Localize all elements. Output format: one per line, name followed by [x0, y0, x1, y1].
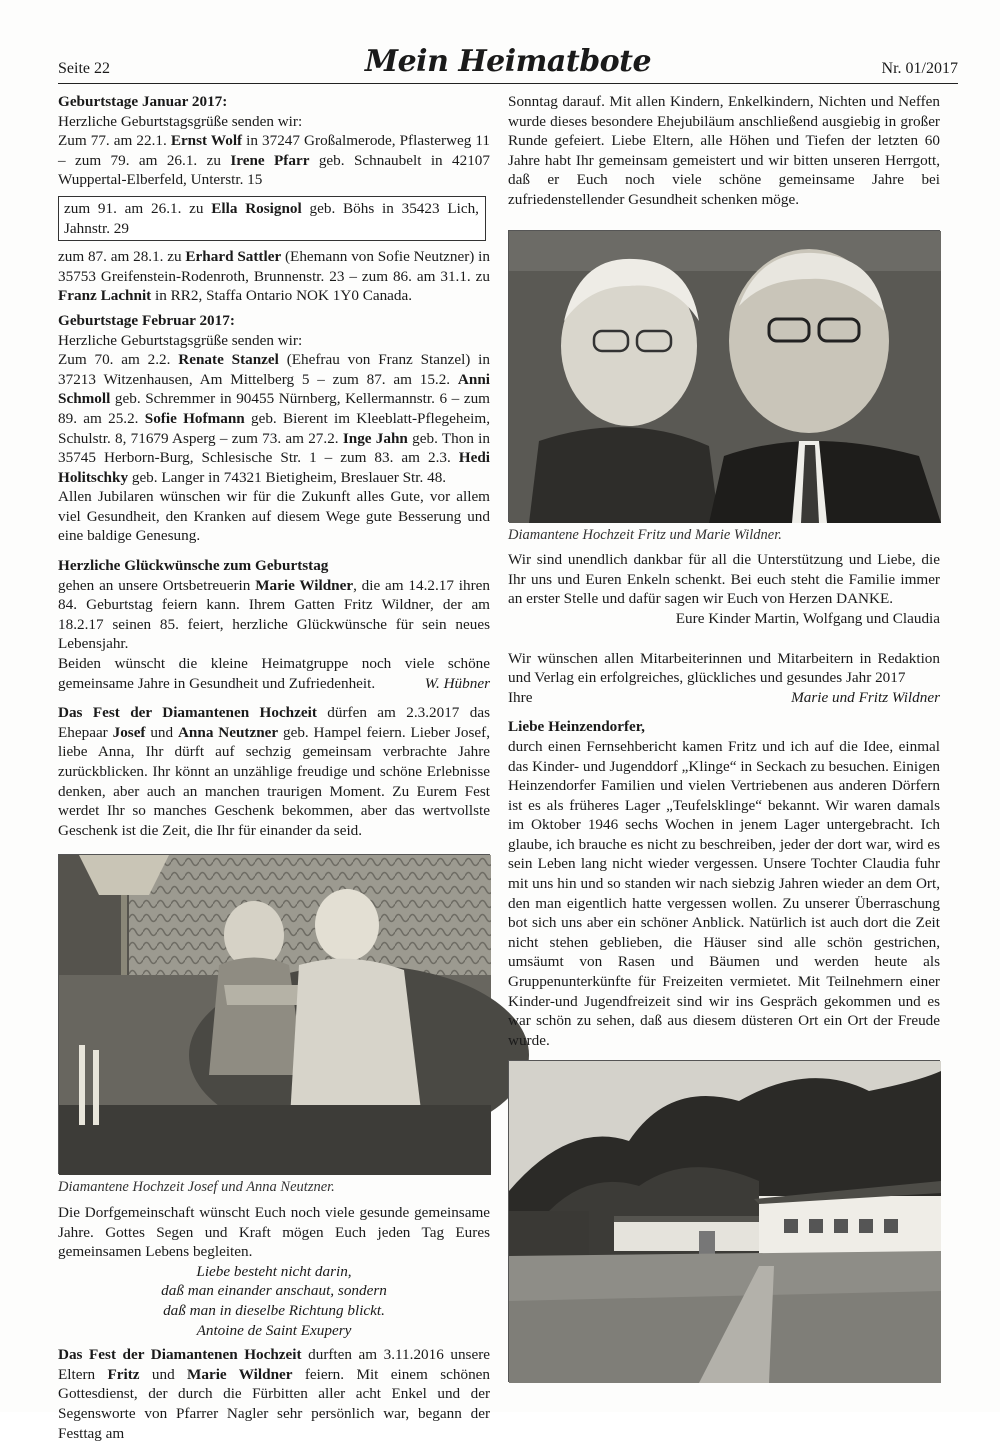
heinzendorfer-text: durch einen Fernsehbericht kamen Fritz und ich auf die Idee, einmal das Kinder- und Jugenddorf „Klinge“ in Seckach zu besuchen. Einigen Heinzendorfer Familien und vielen Vertriebenen aus anderen Dörfern ist es als früheres Lager „Teufelsklinge“ bekannt. Wir waren damals im Oktober 1946 sechs Wochen in jenem Lager untergebracht. Ich glaube, ich brauche es nicht zu beschreiben, jeder der dort war, wird es sein Leben lang nicht wieder vergessen. Unsere Tochter Claudia fuhr mit uns hin und so standen wir nach siebzig Jahren wieder an dem Ort, den man eigentlich hatte vergessen wollen. Zu unserer Überraschung bot sich uns aber ein schöner Anblick. Natürlich ist auch dort die Zeit nicht stehen geblieben, die Häuser sind alle schön gestrichen, umsäumt von Rasen und Bäumen und werden heute als Gruppenunterkünfte für Freizeiten vermietet. Mit Teilnehmern einer Kinder-und Jugendfreizeit sind wir ins Gespräch gekommen und es war schön zu sehen, daß aus diesem düsteren Ort ein Ort der Freude wurde. [508, 737, 940, 1049]
staff-wishes-signature-row [508, 688, 940, 708]
staff-wishes-signature: Marie und Fritz Wildner [791, 688, 940, 706]
january-heading: Geburtstage Januar 2017: [58, 93, 228, 110]
photo-neutzner [58, 854, 490, 1174]
heinzendorfer-heading: Liebe Heinzendorfer, [508, 718, 645, 736]
january-list-continued: zum 87. am 28.1. zu Erhard Sattler (Ehemann von Sofie Neutzner) in 35753 Greifenstein-Rodenroth, Brunnenstr. 23 – zum 86. am 31.1. zu Franz Lachnit in RR2, Staffa Ontario NOK 1Y0 Canada. [58, 248, 490, 305]
photo-wildner [508, 230, 940, 522]
left-column [58, 92, 490, 1443]
february-heading: Geburtstage Februar 2017: [58, 311, 235, 329]
boxed-birthday: zum 91. am 26.1. zu Ella Rosignol geb. Böhs in 35423 Lich, Jahnstr. 29 [58, 196, 486, 241]
february-list: Zum 70. am 2.2. Renate Stanzel (Ehefrau von Franz Stanzel) in 37213 Witzenhausen, Am Mittelberg 5 – zum 87. am 15.2. Anni Schmoll geb. Schremmer in 90455 Nürnberg, Kellermannstr. 6 – zum 89. am 25.2. Sofie Hofmann geb. Bierent im Kleeblatt-Pflegeheim, Schulstr. 8, 71679 Asperg – zum 73. am 27.2. Inge Jahn geb. Thon in 35745 Herborn-Burg, Schlesische Str. 1 – zum 83. am 2.3. Hedi Holitschky geb. Langer in 74321 Bietigheim, Breslauer Str. 48. [58, 351, 490, 486]
february-wishes: Allen Jubilaren wünschen wir für die Zukunft alles Gute, vor allem viel Gesundheit, den Kranken auf diesem Wege gute Besserung und eine baldige Genesung. [58, 488, 490, 545]
couple-photo-illustration [59, 855, 491, 1175]
poem-line: daß man einander anschaut, sondern [161, 1282, 387, 1300]
page-number: Seite 22 [58, 60, 110, 77]
poem-line: Liebe besteht nicht darin, [196, 1262, 352, 1280]
staff-wishes-ihre: Ihre [508, 688, 533, 706]
village-wishes: Die Dorfgemeinschaft wünscht Euch noch viele gesunde gemeinsame Jahre. Gottes Segen und Kraft mögen Euch jeden Tag Eures gemeinsamen Lebens begleiten. [58, 1203, 490, 1261]
photo-wildner-caption: Diamantene Hochzeit Fritz und Marie Wildner. [508, 526, 782, 543]
staff-wishes: Wir wünschen allen Mitarbeiterinnen und Mitarbeitern in Redaktion und Verlag ein erfolgreiches, glückliches und gesundes Jahr 2017 [508, 649, 940, 687]
diamond-wedding-neutzner: Das Fest der Diamantenen Hochzeit dürfen am 2.3.2017 das Ehepaar Josef und Anna Neutzner geb. Hampel feiern. Lieber Josef, liebe Anna, Ihr dürft auf sechzig gemeinsam verbrachte Jahre zurückblicken. Ihr könnt an unzählige freudige und schöne Erlebnisse denken, aber auch an manchen traurigen Moment. Zu Eurem Fest werdet Ihr so manches Geschenk bekommen, aber das wertvollste Geschenk ist die Zeit, die Ihr für einander da seid. [58, 704, 491, 839]
photo-klinge [508, 1060, 940, 1382]
page-header [58, 44, 958, 84]
greetings-signature: W. Hübner [424, 674, 490, 692]
thanks-text: Wir sind unendlich dankbar für all die Unterstützung und Liebe, die Ihr uns und Euren Enkeln schenkt. Bei euch steht die Familie immer an erster Stelle und dafür sagen wir Euch von Herzen DANKE. [508, 551, 940, 608]
poem-line: daß man in dieselbe Richtung blickt. [163, 1301, 385, 1319]
greetings-heading: Herzliche Glückwünsche zum Geburtstag [58, 557, 329, 575]
photo-neutzner-caption: Diamantene Hochzeit Josef und Anna Neutzner. [58, 1179, 335, 1196]
landscape-illustration [509, 1061, 941, 1383]
portrait-illustration [509, 231, 941, 523]
poem-author: Antoine de Saint Exupery [196, 1321, 352, 1339]
greetings-text: gehen an unsere Ortsbetreuerin Marie Wildner, die am 14.2.17 ihren 84. Geburtstag feiern kann. Ihrem Gatten Fritz Wildner, der am 18.2.17 seinen 85. feiert, herzliche Glückwünsche für sein neues Lebensjahr. [58, 576, 490, 653]
right-column [508, 92, 940, 1382]
poem [58, 1262, 490, 1340]
february-intro: Herzliche Geburtstagsgrüße senden wir: [58, 331, 303, 349]
issue-number: Nr. 01/2017 [881, 60, 958, 77]
greetings-wish: Beiden wünscht die kleine Heimatgruppe noch viele schöne gemeinsame Jahre in Gesundheit und Zufriedenheit. W. Hübner [58, 655, 490, 692]
thanks-signature: Eure Kinder Martin, Wolfgang und Claudia [675, 609, 940, 627]
newspaper-title: Mein Heimatbote [364, 44, 652, 79]
january-list: Zum 77. am 22.1. Ernst Wolf in 37247 Großalmerode, Pflasterweg 11 – zum 79. am 26.1. zu Irene Pfarr geb. Schnaubelt in 42107 Wuppertal-Elberfeld, Unterstr. 15 [58, 132, 490, 189]
wildner-continued: Sonntag darauf. Mit allen Kindern, Enkelkindern, Nichten und Neffen wurde dieses besondere Ehejubiläum anschließend ausgiebig in großer Runde gefeiert. Liebe Eltern, alle Höhen und Tiefen der letzten 60 Jahre habt Ihr gemeinsam gemeistert und wir bitten unseren Herrgott, daß er Euch noch viele schöne gemeinsame Jahre bei zufriedenstellender Gesundheit schenken möge. [508, 93, 940, 208]
january-intro: Herzliche Geburtstagsgrüße senden wir: [58, 112, 303, 130]
diamond-wedding-wildner: Das Fest der Diamantenen Hochzeit durften am 3.11.2016 unsere Eltern Fritz und Marie Wildner feiern. Mit einem schönen Gottesdienst, der durch die Fürbitten aller acht Enkel und der Segensworte von Pfarrer Nagler sehr persönlich war, begann der Festtag am [58, 1346, 491, 1442]
